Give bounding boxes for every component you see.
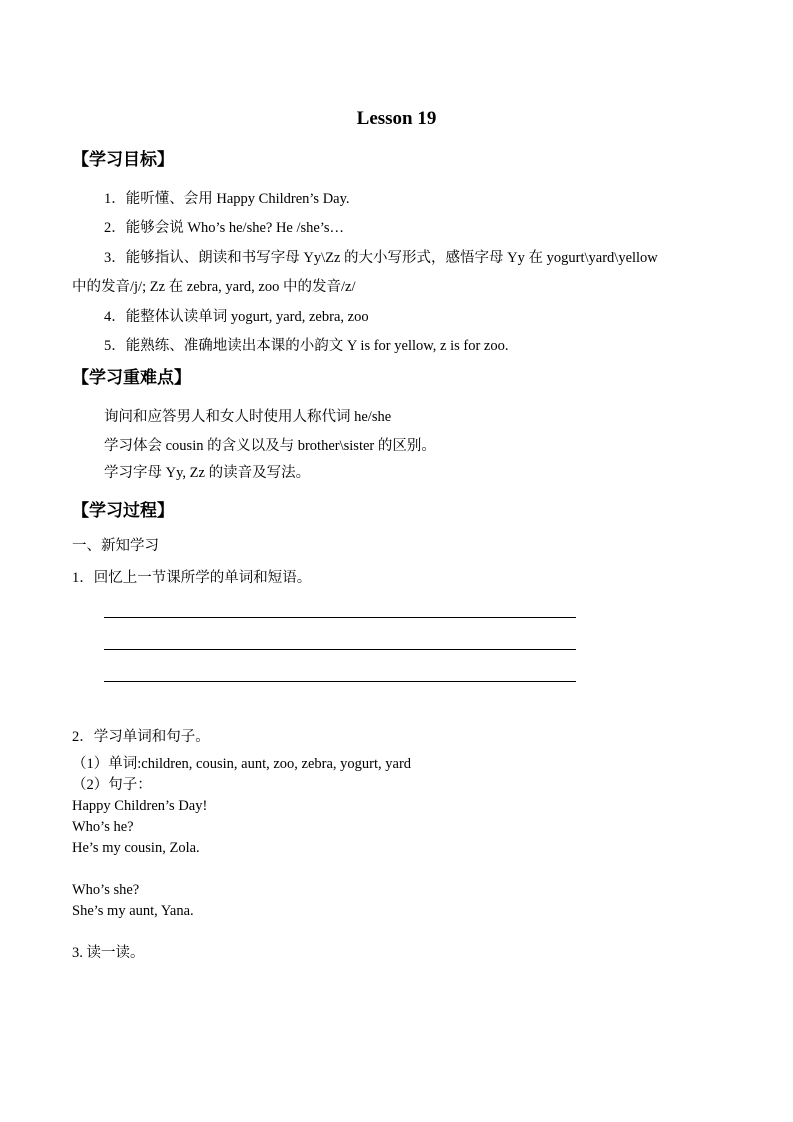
goal-item-continuation: 中的发音/j/; Zz 在 zebra, yard, zoo 中的发音/z/ bbox=[72, 279, 356, 295]
key-point-item: 询问和应答男人和女人时使用人称代词 he/she bbox=[104, 409, 392, 425]
part-heading: 一、新知学习 bbox=[72, 538, 159, 554]
sentence-line: She’s my aunt, Yana. bbox=[72, 903, 194, 919]
answer-line[interactable] bbox=[104, 681, 576, 682]
goal-item: 4．能整体认读单词 yogurt, yard, zebra, zoo bbox=[104, 309, 369, 325]
key-point-item: 学习字母 Yy, Zz 的读音及写法。 bbox=[104, 465, 311, 481]
question-1: 1．回忆上一节课所学的单词和短语。 bbox=[72, 570, 312, 586]
sentence-line: Happy Children’s Day! bbox=[72, 798, 208, 814]
sentence-line: He’s my cousin, Zola. bbox=[72, 840, 200, 856]
sentence-line: Who’s he? bbox=[72, 819, 134, 835]
question-3: 3. 读一读。 bbox=[72, 945, 145, 961]
question-2: 2．学习单词和句子。 bbox=[72, 729, 210, 745]
page-title: Lesson 19 bbox=[356, 108, 437, 129]
section-heading-process: 【学习过程】 bbox=[72, 501, 174, 520]
word-list: （1）单词:children, cousin, aunt, zoo, zebra, yogurt, yard bbox=[72, 756, 412, 772]
goal-item: 5．能熟练、准确地读出本课的小韵文 Y is for yellow, z is for zoo. bbox=[104, 338, 509, 354]
goal-item: 2．能够会说 Who’s he/she? He /she’s… bbox=[104, 220, 345, 236]
goal-item: 1．能听懂、会用 Happy Children’s Day. bbox=[104, 191, 350, 207]
answer-line[interactable] bbox=[104, 617, 576, 618]
key-point-item: 学习体会 cousin 的含义以及与 brother\sister 的区别。 bbox=[104, 438, 436, 454]
section-heading-goals: 【学习目标】 bbox=[72, 150, 174, 169]
sentences-label: （2）句子： bbox=[72, 777, 152, 793]
section-heading-key-points: 【学习重难点】 bbox=[72, 368, 191, 387]
answer-line[interactable] bbox=[104, 649, 576, 650]
goal-item: 3．能够指认、朗读和书写字母 Yy\Zz 的大小写形式，感悟字母 Yy 在 yogurt\yard\yellow bbox=[104, 250, 658, 266]
sentence-line: Who’s she? bbox=[72, 882, 140, 898]
